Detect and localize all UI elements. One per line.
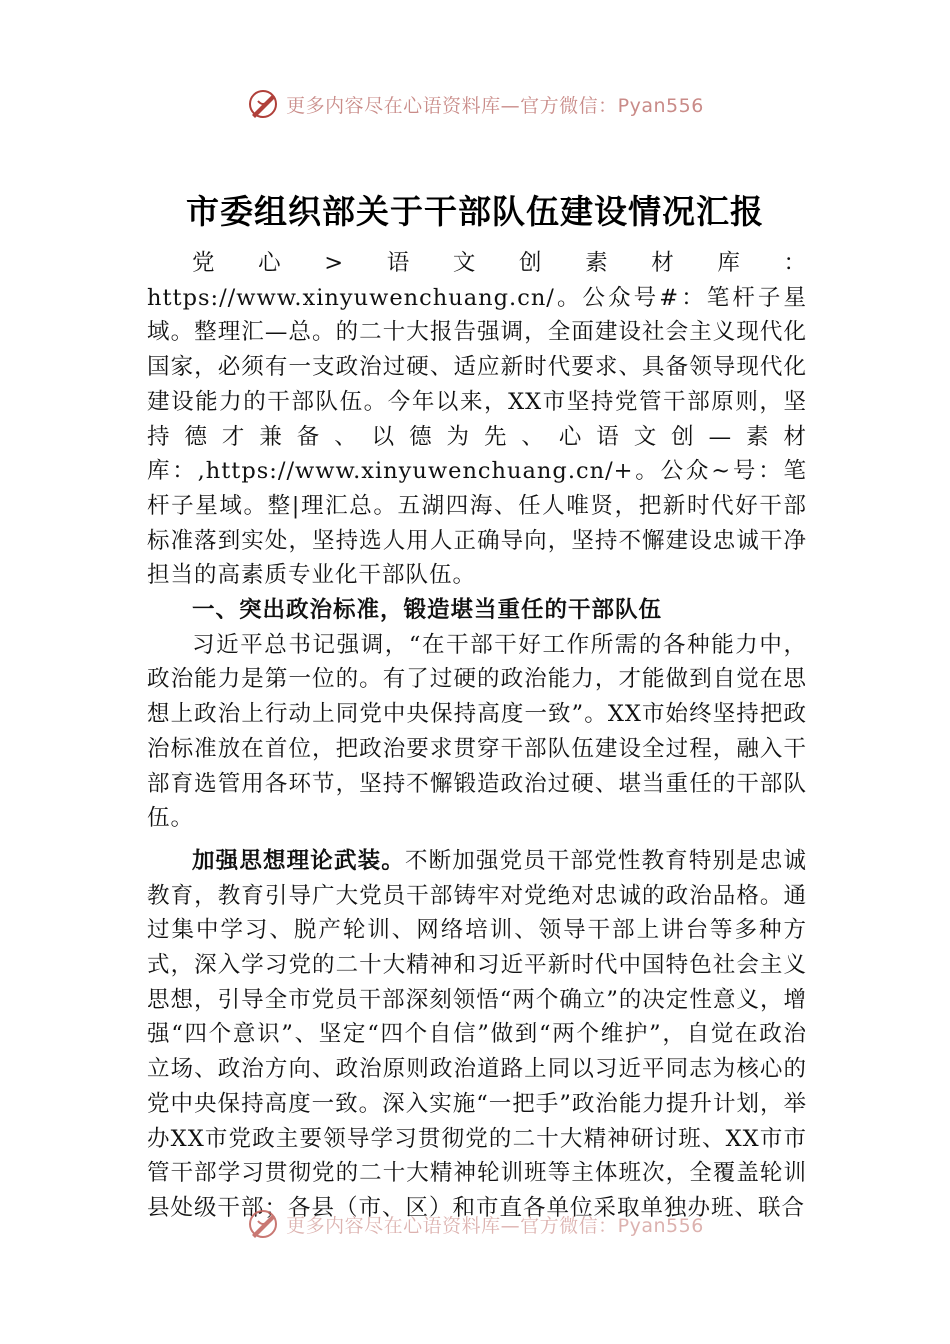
watermark-footer [0,1204,950,1244]
subsection-paragraph [147,844,807,1226]
subsection-body: 不断加强党员干部党性教育特别是忠诚教育，教育引导广大党员干部铸牢对党绝对忠诚的政治品格。通过集中学习、脱产轮训、网络培训、领导干部上讲台等多种方式，深入学习党的二十大精神和习近平新时代中国特色社会主义思想，引导全市党员干部深刻领悟“两个确立”的决定性意义，增强“四个意识”、坚定“四个自信”做到“两个维护”，自觉在政治立场、政治方向、政治原则政治道路上同以习近平同志为核心的党中央保持高度一致。深入实施“一把手”政治能力提升计划，举办XX市党政主要领导学习贯彻党的二十大精神研讨班、XX市市管干部学习贯彻党的二十大精神轮训班等主体班次，全覆盖轮训县处级干部；各县（市、区）和市直各单位采取单独办班、联合 [147,847,807,1221]
document-title: 市委组织部关于干部队伍建设情况汇报 [186,192,764,231]
section-paragraph: 习近平总书记强调，“在干部干好工作所需的各种能力中，政治能力是第一位的。有了过硬的政治能力，才能做到自觉在思想上政治上行动上同党中央保持高度一致”。XX市始终坚持把政治标准放在首位，把政治要求贯穿干部队伍建设全过程，融入干部育选管用各环节，坚持不懈锻造政治过硬、堪当重任的干部队伍。 [147,631,807,832]
intro-paragraph: 党心>语文创素材库：https://www.xinyuwenchuang.cn/。公众号#：笔杆子星域。整理汇—总。的二十大报告强调，全面建设社会主义现代化国家，必须有一支政治过硬、适应新时代要求、具备领导现代化建设能力的干部队伍。今年以来，XX市坚持党管干部原则，坚持德才兼备、以德为先、心语文创—素材库：,https://www.xinyuwenchuang.cn/+。公众~号：笔杆子星域。整|理汇总。五湖四海、任人唯贤，把新时代好干部标准落到实处，坚持选人用人正确导向，坚持不懈建设忠诚干净担当的高素质专业化干部队伍。 [147,250,807,589]
pen-logo-icon [246,1207,280,1241]
document-body [147,246,807,1226]
watermark-text: 更多内容尽在心语资料库—官方微信：Pyan556 [286,1214,704,1237]
watermark-text: 更多内容尽在心语资料库—官方微信：Pyan556 [286,94,704,117]
watermark-header [0,84,950,124]
section-heading: 一、突出政治标准，锻造堪当重任的干部队伍 [192,597,663,624]
subsection-lead: 加强思想理论武装。 [192,847,405,874]
pen-logo-icon [246,87,280,121]
